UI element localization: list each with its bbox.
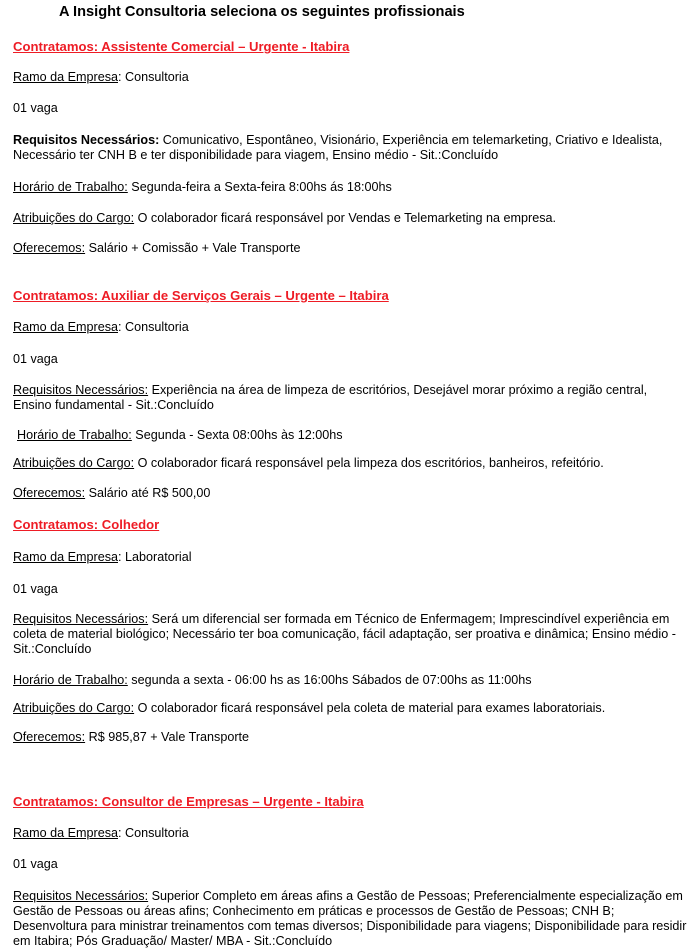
job-vacancies: 01 vaga (13, 101, 58, 115)
requisitos-value: Superior Completo em áreas afins a Gestão de Pessoas; Preferencialmente especialização em Gestão de Pessoas ou áreas afins; Conhecimento em práticas e processos de Gestão de Pessoas; CNH B; Desenvoltura para ministrar treinamentos com temas diversos; Disponibilidade para viagens; Disponibilidade para residir em Itabira; Pós Graduação/ Master/ MBA - Sit.:Concluído (13, 889, 687, 948)
ramo-value: : Consultoria (118, 320, 189, 334)
requisitos-value: Será um diferencial ser formada em Técnico de Enfermagem; Imprescindível experiência em coleta de material biológico; Necessário ter boa comunicação, fácil adaptação, ser proativa e dinâmica; Ensino médio - Sit.:Concluído (13, 612, 676, 656)
oferecemos-label: Oferecemos: (13, 486, 86, 500)
job-field-atribuicoes (13, 701, 688, 716)
job-field-requisitos (13, 133, 688, 163)
ramo-value: : Laboratorial (118, 550, 192, 564)
job-heading-assistente-comercial: Contratamos: Assistente Comercial – Urgente - Itabira (13, 39, 350, 54)
job-vacancies: 01 vaga (13, 582, 58, 596)
requisitos-label: Requisitos Necessários: (13, 612, 149, 626)
requisitos-label: Requisitos Necessários: (13, 383, 149, 397)
ramo-label: Ramo da Empresa (13, 550, 118, 564)
ramo-value: : Consultoria (118, 826, 189, 840)
job-field-atribuicoes (13, 211, 688, 226)
job-field-ramo (13, 320, 688, 335)
atribuicoes-label: Atribuições do Cargo: (13, 211, 135, 225)
horario-value: segunda a sexta - 06:00 hs as 16:00hs Sábados de 07:00hs as 11:00hs (127, 673, 532, 687)
job-vacancies: 01 vaga (13, 352, 58, 366)
ramo-label: Ramo da Empresa (13, 70, 118, 84)
horario-label: Horário de Trabalho: (13, 180, 128, 194)
horario-label: Horário de Trabalho: (13, 673, 128, 687)
ramo-value: : Consultoria (118, 70, 189, 84)
job-vacancies: 01 vaga (13, 857, 58, 871)
job-field-oferecemos (13, 241, 688, 256)
oferecemos-value: Salário até R$ 500,00 (85, 486, 211, 500)
job-field-horario (13, 673, 688, 688)
atribuicoes-label: Atribuições do Cargo: (13, 456, 135, 470)
requisitos-value: Comunicativo, Espontâneo, Visionário, Experiência em telemarketing, Criativo e Idealista, Necessário ter CNH B e ter disponibilidade para viagem, Ensino médio - Sit.:Concluído (13, 133, 663, 162)
job-heading-auxiliar-servicos-gerais: Contratamos: Auxiliar de Serviços Gerais – Urgente – Itabira (13, 288, 389, 303)
job-heading-colhedor: Contratamos: Colhedor (13, 517, 160, 532)
atribuicoes-value: O colaborador ficará responsável pela limpeza dos escritórios, banheiros, refeitório. (134, 456, 604, 470)
requisitos-value: Experiência na área de limpeza de escritórios, Desejável morar próximo a região central, Ensino fundamental - Sit.:Concluído (13, 383, 648, 412)
horario-value: Segunda - Sexta 08:00hs às 12:00hs (131, 428, 343, 442)
atribuicoes-value: O colaborador ficará responsável pela coleta de material para exames laboratoriais. (134, 701, 606, 715)
requisitos-label: Requisitos Necessários: (13, 889, 149, 903)
job-field-horario (17, 428, 688, 443)
oferecemos-label: Oferecemos: (13, 241, 86, 255)
atribuicoes-value: O colaborador ficará responsável por Vendas e Telemarketing na empresa. (134, 211, 557, 225)
ramo-label: Ramo da Empresa (13, 826, 118, 840)
ramo-label: Ramo da Empresa (13, 320, 118, 334)
job-heading-consultor-empresas: Contratamos: Consultor de Empresas – Urgente - Itabira (13, 794, 364, 809)
job-field-oferecemos (13, 730, 688, 745)
job-field-requisitos (13, 612, 688, 657)
job-field-ramo (13, 550, 688, 565)
requisitos-label: Requisitos Necessários: (13, 133, 160, 147)
job-field-oferecemos (13, 486, 688, 501)
job-field-requisitos (13, 889, 688, 949)
oferecemos-value: R$ 985,87 + Vale Transporte (85, 730, 250, 744)
job-field-horario (13, 180, 688, 195)
horario-value: Segunda-feira a Sexta-feira 8:00hs ás 18:00hs (127, 180, 392, 194)
horario-label: Horário de Trabalho: (17, 428, 132, 442)
atribuicoes-label: Atribuições do Cargo: (13, 701, 135, 715)
job-field-ramo (13, 70, 688, 85)
page-title: A Insight Consultoria seleciona os seguintes profissionais (59, 4, 465, 20)
oferecemos-value: Salário + Comissão + Vale Transporte (85, 241, 301, 255)
job-field-ramo (13, 826, 688, 841)
job-field-atribuicoes (13, 456, 688, 471)
job-field-requisitos (13, 383, 688, 413)
oferecemos-label: Oferecemos: (13, 730, 86, 744)
